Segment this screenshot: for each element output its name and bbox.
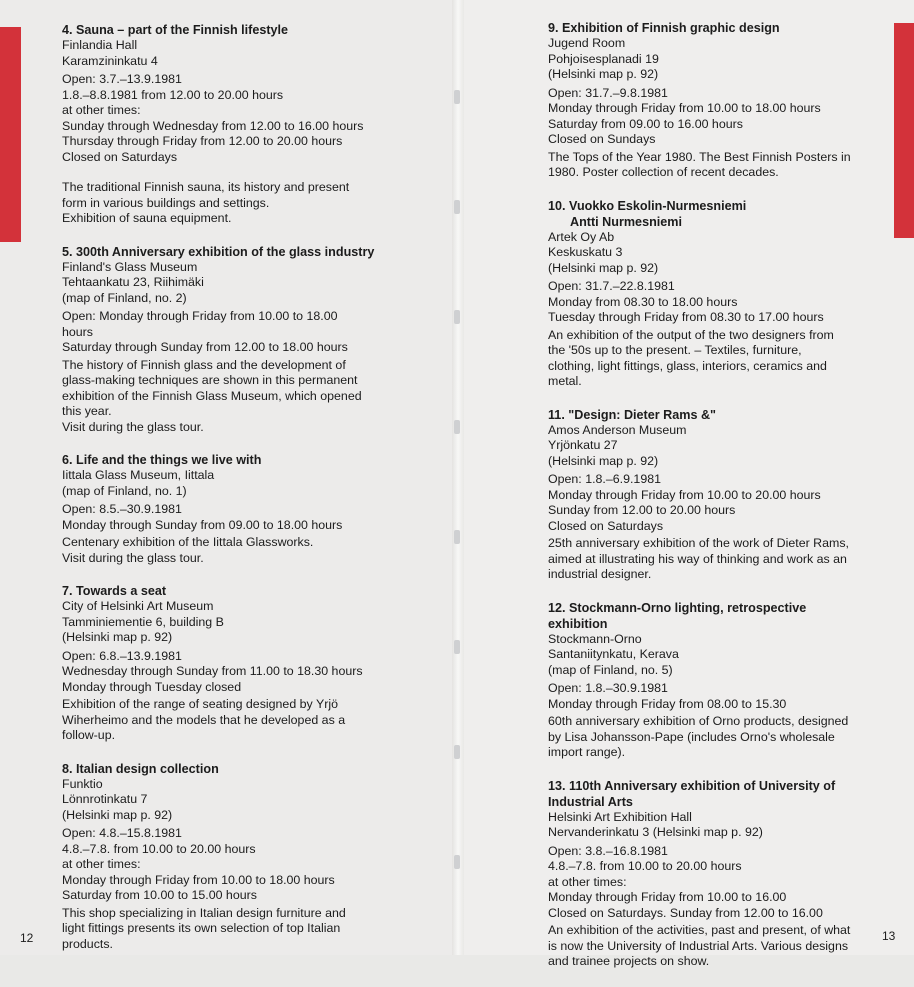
exhibition-entry [548,407,868,583]
exhibition-title-text: 8. Italian design collection [62,761,219,776]
exhibition-subtitle: Antti Nurmesniemi [570,214,682,229]
description-line: This shop specializing in Italian design furniture and [62,905,346,920]
opening-hours-line: Monday through Friday from 10.00 to 16.00 [548,890,787,904]
opening-hours-line: Open: 8.5.–30.9.1981 [62,502,182,516]
opening-hours-line: Monday through Friday from 08.00 to 15.30 [548,696,787,711]
venue-line: Iittala Glass Museum, Iittala [62,468,215,482]
venue-line: Tamminiementie 6, building B [62,614,224,629]
description-line: Centenary exhibition of the Iittala Glassworks. [62,535,314,549]
opening-hours-line: Closed on Saturdays. Sunday from 12.00 to 16.00 [548,905,823,920]
exhibition-title-text: 13. 110th Anniversary exhibition of University of Industrial Arts [548,778,836,809]
description-line: metal. [548,374,582,388]
venue-line: Karamzininkatu 4 [62,53,158,68]
binding-staple [454,530,460,544]
description-line: An exhibition of the activities, past and present, of what [548,923,851,937]
exhibition-entry [548,20,868,181]
description-line: follow-up. [62,728,116,742]
exhibition-title [548,20,868,36]
exhibition-entry [548,778,868,970]
description-line: clothing, light fittings, glass, interiors, ceramics and [548,358,827,373]
opening-hours-line: at other times: [548,874,627,889]
opening-hours-line: Open: 31.7.–22.8.1981 [548,279,675,293]
venue-line: Helsinki Art Exhibition Hall [548,809,692,824]
exhibition-title-text: 11. "Design: Dieter Rams &" [548,407,717,422]
opening-hours-line: Closed on Saturdays [62,149,178,164]
opening-hours-line: Closed on Saturdays [548,518,664,533]
opening-hours-line: 1.8.–8.8.1981 from 12.00 to 20.00 hours [62,87,284,102]
description-line: The traditional Finnish sauna, its history and present [62,180,350,194]
exhibition-entry [62,452,382,566]
exhibition-entry [62,244,382,436]
opening-hours-line: at other times: [62,857,141,871]
description-line: exhibition of the Finnish Glass Museum, which opened [62,388,362,403]
venue-line: Yrjönkatu 27 [548,438,618,452]
binding-staple [454,640,460,654]
opening-hours-line: 4.8.–7.8. from 10.00 to 20.00 hours [62,841,256,856]
description-line: import range). [548,745,626,759]
exhibition-title-text: 7. Towards a seat [62,584,167,598]
description-line: An exhibition of the output of the two designers from [548,327,834,342]
description-line: products. [62,936,113,951]
venue-line: (Helsinki map p. 92) [62,807,173,822]
description-line: and trainee projects on show. [548,954,710,968]
description-line: Visit during the glass tour. [62,419,204,434]
description-line: Exhibition of sauna equipment. [62,211,232,225]
venue-line: Funktio [62,776,103,791]
exhibition-title [548,407,868,423]
exhibition-title-text: 4. Sauna – part of the Finnish lifestyle [62,23,289,37]
description-line: The history of Finnish glass and the development of [62,357,346,372]
venue-line: Santaniitynkatu, Kerava [548,647,679,661]
venue-line: Stockmann-Orno [548,631,642,646]
exhibition-title [548,600,868,632]
red-edge-tab [894,23,914,238]
exhibition-entry [62,761,382,953]
opening-hours-line: Open: 3.7.–13.9.1981 [62,72,182,86]
opening-hours-line: Monday through Sunday from 09.00 to 18.00 hours [62,517,343,532]
opening-hours-line: Open: 1.8.–30.9.1981 [548,681,668,695]
opening-hours-line: Open: 1.8.–6.9.1981 [548,472,661,486]
venue-line: (Helsinki map p. 92) [548,260,659,275]
venue-line: City of Helsinki Art Museum [62,599,214,613]
exhibition-title [62,22,382,38]
binding-staple [454,90,460,104]
venue-line: Lönnrotinkatu 7 [62,792,148,806]
venue-line: Finlandia Hall [62,38,138,52]
opening-hours-line: Saturday from 09.00 to 16.00 hours [548,116,743,131]
venue-line: (Helsinki map p. 92) [548,67,659,81]
opening-hours-line: at other times: [62,103,141,117]
binding-staple [454,200,460,214]
binding-staple [454,855,460,869]
opening-hours-line: Closed on Sundays [548,132,656,146]
venue-line: Amos Anderson Museum [548,422,687,437]
opening-hours-line: Wednesday through Sunday from 11.00 to 18.30 hours [62,664,363,678]
opening-hours-line: hours [62,324,93,339]
description-line: 1980. Poster collection of recent decades. [548,165,779,179]
opening-hours-line: Sunday through Wednesday from 12.00 to 16.00 hours [62,118,364,133]
exhibition-title-text: 9. Exhibition of Finnish graphic design [548,21,780,35]
opening-hours-line: Monday through Friday from 10.00 to 20.00 hours [548,487,821,502]
binding-staple [454,420,460,434]
exhibition-title-text: 12. Stockmann-Orno lighting, retrospective exhibition [548,600,807,631]
opening-hours-line: Tuesday through Friday from 08.30 to 17.00 hours [548,310,824,324]
opening-hours-line: Sunday from 12.00 to 20.00 hours [548,503,736,517]
opening-hours-line: Open: 4.8.–15.8.1981 [62,826,182,840]
description-line: glass-making techniques are shown in this permanent [62,373,358,387]
description-line: by Lisa Johansson-Pape (includes Orno's wholesale [548,729,835,744]
left-column [62,22,382,969]
exhibition-title [62,583,382,599]
opening-hours-line: Monday through Friday from 10.00 to 18.00 hours [62,872,335,887]
exhibition-title [548,778,868,810]
description-line: aimed at illustrating his way of thinking and work as an [548,551,847,566]
book-spine [452,0,464,955]
description-line: this year. [62,404,112,418]
opening-hours-line: Open: 31.7.–9.8.1981 [548,85,668,100]
description-line: industrial designer. [548,567,652,581]
venue-line: Jugend Room [548,36,626,50]
opening-hours-line: Monday through Friday from 10.00 to 18.00 hours [548,101,821,115]
description-line: The Tops of the Year 1980. The Best Finnish Posters in [548,149,851,164]
description-line: Visit during the glass tour. [62,550,204,565]
exhibition-entry [548,198,868,390]
exhibition-title-text: 6. Life and the things we live with [62,453,262,467]
binding-staple [454,310,460,324]
description-line: form in various buildings and settings. [62,195,270,210]
venue-line: Artek Oy Ab [548,229,615,244]
opening-hours-line: Saturday from 10.00 to 15.00 hours [62,888,257,902]
exhibition-title-text: 5. 300th Anniversary exhibition of the glass industry [62,244,375,259]
opening-hours-line: Saturday through Sunday from 12.00 to 18.00 hours [62,340,348,354]
exhibition-title [62,761,382,777]
description-line: is now the University of Industrial Arts. Various designs [548,938,849,953]
page-number-left: 12 [20,931,34,945]
description-line: light fittings presents its own selection of top Italian [62,921,341,935]
opening-hours-line: Open: Monday through Friday from 10.00 to 18.00 [62,309,338,323]
venue-line: Keskuskatu 3 [548,245,623,259]
venue-line: (Helsinki map p. 92) [62,630,173,644]
exhibition-title [548,198,868,230]
venue-line: Tehtaankatu 23, Riihimäki [62,275,204,289]
description-line: Wiherheimo and the models that he developed as a [62,712,346,727]
red-edge-tab [0,27,21,242]
opening-hours-line: Thursday through Friday from 12.00 to 20.00 hours [62,134,343,148]
description-line: Exhibition of the range of seating designed by Yrjö [62,697,338,711]
opening-hours-line: Monday through Tuesday closed [62,679,242,694]
venue-line: (map of Finland, no. 1) [62,483,187,498]
exhibition-title [62,244,382,260]
opening-hours-line: Open: 3.8.–16.8.1981 [548,843,668,858]
description-line: 25th anniversary exhibition of the work of Dieter Rams, [548,536,849,550]
exhibition-entry [62,22,382,227]
exhibition-entry [548,600,868,761]
binding-staple [454,745,460,759]
venue-line: Nervanderinkatu 3 (Helsinki map p. 92) [548,825,763,839]
description-line: the '50s up to the present. – Textiles, furniture, [548,343,802,357]
opening-hours-line: Open: 6.8.–13.9.1981 [62,648,182,663]
opening-hours-line: Monday from 08.30 to 18.00 hours [548,294,738,309]
exhibition-entry [62,583,382,744]
page-number-right: 13 [882,929,896,943]
venue-line: Finland's Glass Museum [62,259,198,274]
venue-line: (map of Finland, no. 5) [548,662,673,677]
venue-line: Pohjoisesplanadi 19 [548,51,659,66]
description-line: 60th anniversary exhibition of Orno products, designed [548,714,849,728]
opening-hours-line: 4.8.–7.8. from 10.00 to 20.00 hours [548,859,742,873]
exhibition-title [62,452,382,468]
venue-line: (Helsinki map p. 92) [548,453,659,468]
right-column [548,20,868,987]
exhibition-title-text: 10. Vuokko Eskolin-Nurmesniemi [548,198,747,213]
venue-line: (map of Finland, no. 2) [62,290,187,305]
